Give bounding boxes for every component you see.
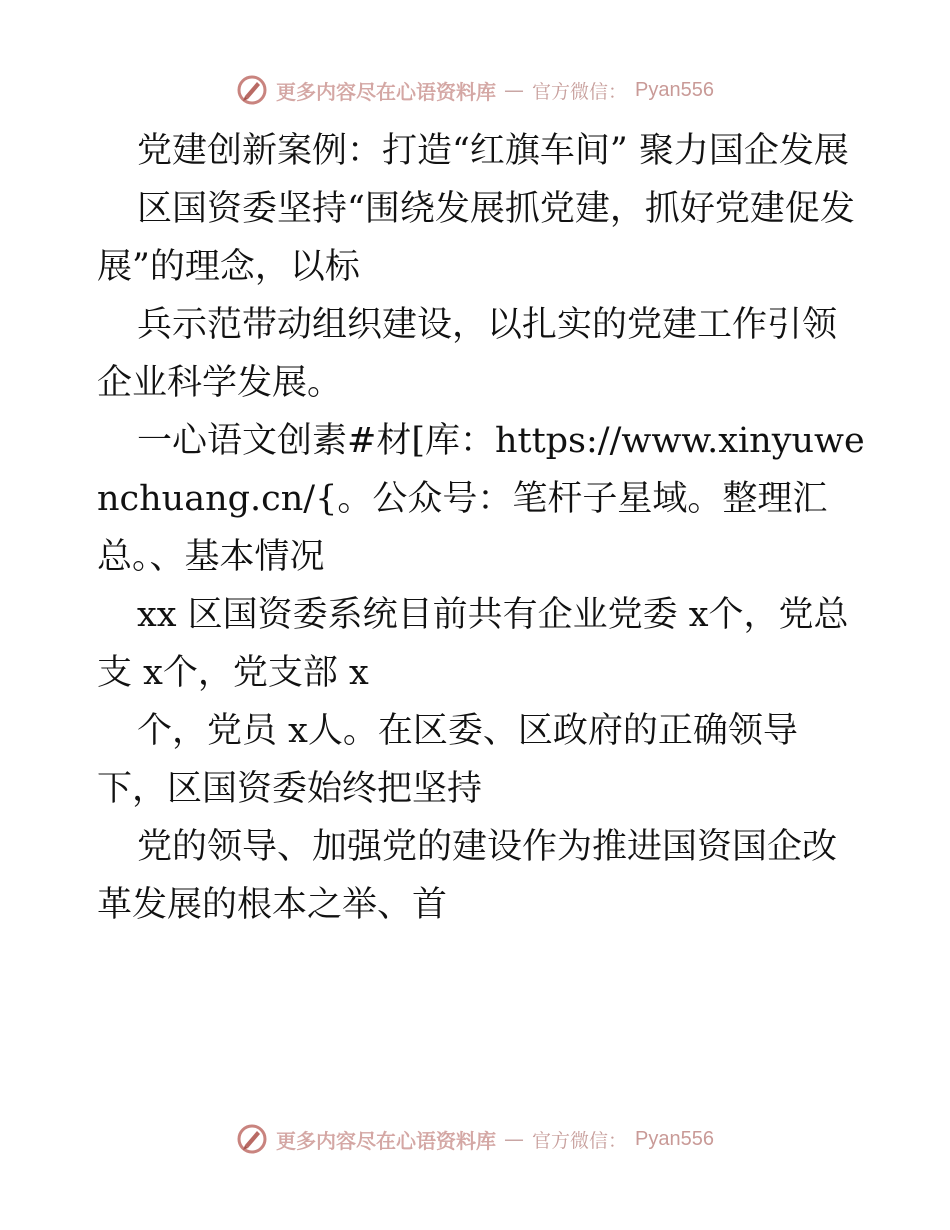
paragraph: xx 区国资委系统目前共有企业党委 x个，党总支 x个，党支部 x <box>97 595 849 693</box>
paragraph: 个，党员 x人。在区委、区政府的正确领导下，区国资委始终把坚持 <box>97 711 798 809</box>
paragraph: 党的领导、加强党的建设作为推进国资国企改革发展的根本之举、首 <box>97 827 838 925</box>
document-body <box>97 122 867 934</box>
paragraph: 区国资委坚持“围绕发展抓党建，抓好党建促发展”的理念，以标 <box>97 189 855 287</box>
footer-watermark <box>0 1121 950 1157</box>
watermark-label: 官方微信： <box>532 1129 628 1152</box>
header-watermark <box>0 72 950 108</box>
paragraph: 兵示范带动组织建设，以扎实的党建工作引领企业科学发展。 <box>97 305 838 403</box>
watermark-separator: — <box>504 1127 524 1151</box>
brand-logo-icon <box>236 1123 268 1155</box>
document-title: 党建创新案例：打造“红旗车间” 聚力国企发展 <box>137 131 849 171</box>
brand-logo-icon <box>236 74 268 106</box>
watermark-id: Pyan556 <box>635 78 714 101</box>
watermark-id: Pyan556 <box>635 1127 714 1150</box>
watermark-label: 官方微信： <box>532 80 628 103</box>
watermark-text: 更多内容尽在心语资料库 <box>276 79 496 104</box>
paragraph: 一心语文创素#材[库：https://www.xinyuwenchuang.cn/{。公众号：笔杆子星域。整理汇总。、基本情况 <box>97 421 865 577</box>
watermark-separator: — <box>504 78 524 102</box>
watermark-text: 更多内容尽在心语资料库 <box>276 1128 496 1153</box>
